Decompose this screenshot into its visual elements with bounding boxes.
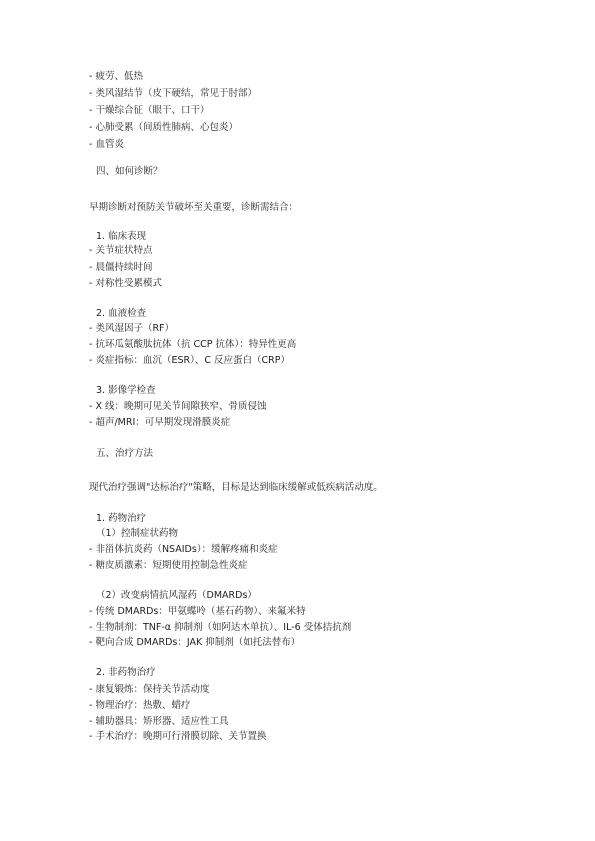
paragraph-diagnosis-intro: 早期诊断对预防关节破坏至关重要，诊断需结合： (89, 202, 299, 213)
bullet-sjogren: - 干燥综合征（眼干、口干） (89, 105, 210, 116)
bullet-rehabilitation: - 康复锻炼：保持关节活动度 (89, 684, 210, 695)
bullet-symmetry: - 对称性受累模式 (89, 278, 162, 289)
bullet-xray: - X 线：晚期可见关节间隙狭窄、骨质侵蚀 (89, 401, 267, 412)
subheading-imaging: 3. 影像学检查 (96, 385, 156, 396)
bullet-rf: - 类风湿因子（RF） (89, 323, 175, 334)
section-heading-treatment: 五、治疗方法 (96, 448, 154, 459)
bullet-rheumatoid-nodules: - 类风湿结节（皮下硬结，常见于肘部） (89, 88, 257, 99)
bullet-joint-symptoms: - 关节症状特点 (89, 245, 153, 256)
bullet-physiotherapy: - 物理治疗：热敷、蜡疗 (89, 700, 191, 711)
bullet-inflammation-markers: - 炎症指标：血沉（ESR）、C 反应蛋白（CRP） (89, 355, 290, 366)
bullet-vasculitis: - 血管炎 (89, 139, 124, 150)
bullet-ultrasound-mri: - 超声/MRI：可早期发现滑膜炎症 (89, 417, 231, 428)
bullet-anti-ccp: - 抗环瓜氨酸肽抗体（抗 CCP 抗体）：特异性更高 (89, 339, 297, 350)
bullet-cardiopulmonary: - 心肺受累（间质性肺病、心包炎） (89, 122, 238, 133)
bullet-assistive-devices: - 辅助器具：矫形器、适应性工具 (89, 716, 229, 727)
subsubheading-dmards: （2）改变病情抗风湿药（DMARDs） (96, 590, 257, 601)
subsubheading-symptom-control: （1）控制症状药物 (96, 528, 179, 539)
bullet-biologics: - 生物制剂：TNF-α 抑制剂（如阿达木单抗）、IL-6 受体拮抗剂 (89, 622, 352, 633)
section-heading-diagnosis: 四、如何诊断？ (96, 166, 163, 177)
bullet-conventional-dmards: - 传统 DMARDs：甲氨蝶呤（基石药物）、来氟米特 (89, 606, 306, 617)
subheading-blood-tests: 2. 血液检查 (96, 308, 147, 319)
subheading-non-drug-therapy: 2. 非药物治疗 (96, 667, 156, 678)
bullet-targeted-dmards: - 靶向合成 DMARDs：JAK 抑制剂（如托法替布） (89, 637, 301, 648)
bullet-nsaids: - 非甾体抗炎药（NSAIDs）：缓解疼痛和炎症 (89, 544, 278, 555)
bullet-surgery: - 手术治疗：晚期可行滑膜切除、关节置换 (89, 731, 267, 742)
subheading-drug-therapy: 1. 药物治疗 (96, 513, 147, 524)
bullet-glucocorticoids: - 糖皮质激素：短期使用控制急性炎症 (89, 560, 248, 571)
subheading-clinical: 1. 临床表现 (96, 231, 147, 242)
bullet-morning-stiffness: - 晨僵持续时间 (89, 262, 153, 273)
paragraph-treatment-intro: 现代治疗强调"达标治疗"策略，目标是达到临床缓解或低疾病活动度。 (89, 482, 383, 493)
bullet-fatigue: - 疲劳、低热 (89, 71, 143, 82)
